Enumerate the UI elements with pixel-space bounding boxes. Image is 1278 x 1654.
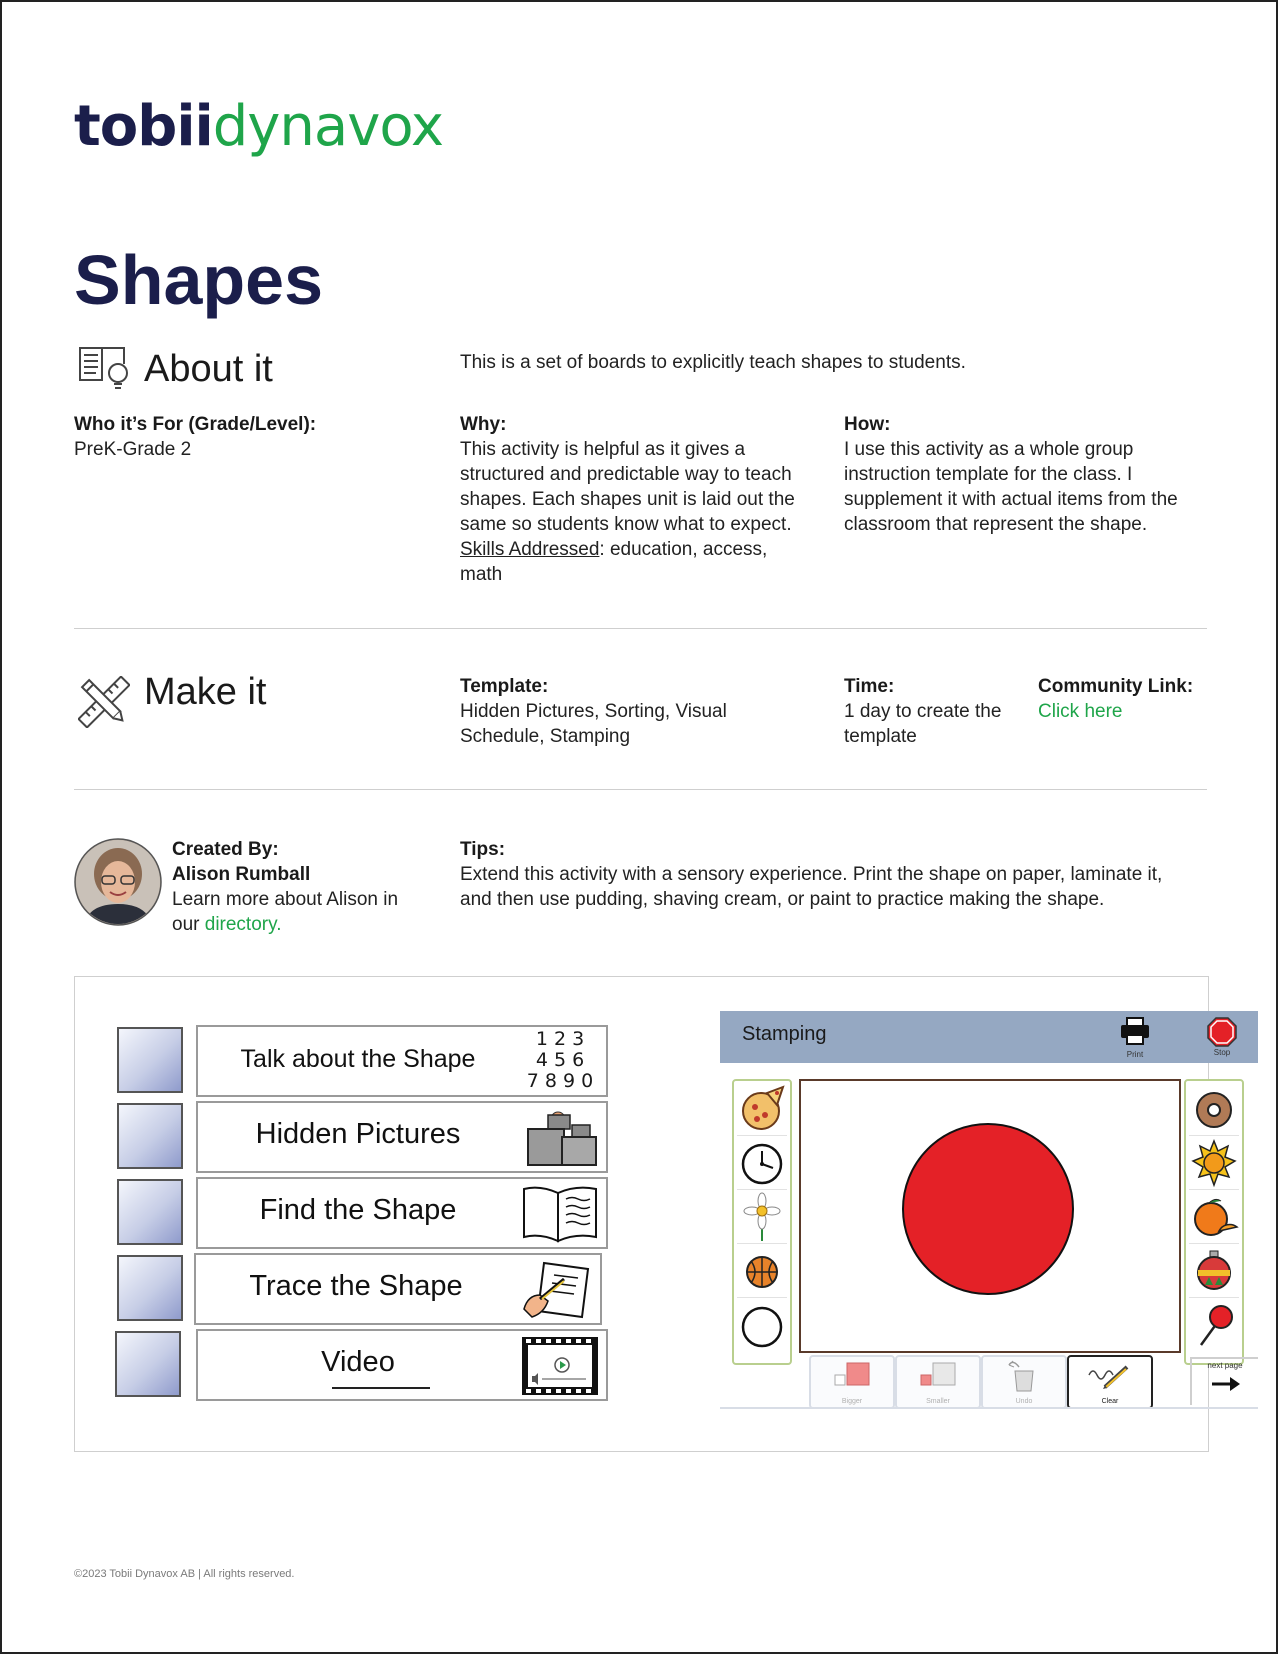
creator-block [172,837,432,937]
trace-the-shape-label: Trace the Shape [249,1270,463,1302]
logo-dynavox: dynavox [212,94,444,159]
why-label: Why: [460,414,507,435]
stamping-board [720,1011,1258,1425]
template-label: Template: [460,676,549,697]
time-line-2: template [844,726,917,747]
clock-icon [737,1137,787,1189]
tobii-dynavox-logo [74,92,443,162]
menu-square-2[interactable] [117,1103,183,1169]
clear-label: Clear [1101,1398,1119,1405]
hand-writing-icon [514,1259,594,1321]
template-line-1: Hidden Pictures, Sorting, Visual [460,701,727,722]
trace-the-shape-button[interactable] [194,1253,602,1325]
smaller-icon [897,1357,979,1397]
stamp-circle[interactable] [737,1299,787,1351]
bigger-label: Bigger [841,1398,863,1405]
next-page-button[interactable] [1190,1357,1258,1405]
numbers-icon [520,1029,600,1091]
find-the-shape-button[interactable] [196,1177,608,1249]
why-line-2: structured and predictable way to teach [460,464,792,485]
hidden-pictures-button[interactable] [196,1101,608,1173]
undo-label: Undo [1015,1398,1033,1405]
ruler-pencil-icon [78,676,130,728]
find-the-shape-label: Find the Shape [259,1194,457,1226]
stamp-sun[interactable] [1189,1137,1239,1190]
arrow-right-icon [1192,1370,1258,1396]
bigger-icon [811,1357,893,1397]
ornament-icon [1189,1245,1239,1297]
stamp-column-left [732,1079,792,1365]
circle-outline-icon [737,1299,787,1351]
stamping-bottom-line [720,1407,1258,1409]
stamp-lollipop[interactable] [1189,1299,1239,1351]
numbers-row-2: 4 5 6 [535,1049,585,1071]
community-block [1038,674,1238,724]
logo-tobii: tobii [74,94,213,159]
basketball-icon [737,1245,787,1297]
community-link[interactable]: Click here [1038,701,1123,722]
why-line-3: shapes. Each shapes unit is laid out the [460,489,795,510]
created-by-label: Created By: [172,839,279,860]
pizza-icon [737,1083,787,1135]
stamped-red-circle [903,1124,1073,1294]
how-label: How: [844,414,891,435]
video-label: Video [321,1346,395,1378]
book-icon [520,1183,600,1245]
skills-line [460,537,830,562]
tips-line-2: and then use pudding, shaving cream, or paint to practice making the shape. [460,889,1105,910]
menu-square-4[interactable] [117,1255,183,1321]
daisy-icon [737,1191,787,1243]
how-line-1: I use this activity as a whole group [844,439,1134,460]
menu-square-5[interactable] [115,1331,181,1397]
our-text: our [172,914,200,935]
how-line-2: instruction template for the class. I [844,464,1133,485]
hidden-pictures-icon [520,1107,600,1169]
stamp-flower[interactable] [737,1191,787,1244]
skills-label: Skills Addressed [460,539,600,560]
page-title: Shapes [74,241,323,319]
smaller-label: Smaller [926,1398,950,1405]
canvas-svg [801,1081,1175,1347]
skills-rest: : education, access, [599,539,768,560]
who-label: Who it’s For (Grade/Level): [74,414,317,435]
who-value: PreK-Grade 2 [74,439,192,460]
book-lightbulb-icon [78,342,132,390]
learn-more-line: Learn more about Alison in [172,889,399,910]
why-line-1: This activity is helpful as it gives a [460,439,746,460]
creator-name: Alison Rumball [172,864,311,885]
stamp-orange[interactable] [1189,1191,1239,1244]
lollipop-icon [1189,1299,1239,1351]
board-screenshots-panel [74,976,1243,1452]
talk-about-shape-button[interactable] [196,1025,608,1097]
drawing-canvas[interactable] [799,1079,1181,1353]
tips-label: Tips: [460,839,506,860]
printer-icon [1119,1017,1151,1045]
stamp-basketball[interactable] [737,1245,787,1298]
tips-line-1: Extend this activity with a sensory experience. Print the shape on paper, laminate it, [460,864,1163,885]
print-label: Print [1126,1050,1144,1059]
sun-icon [1189,1137,1239,1189]
why-block [460,412,830,587]
undo-button[interactable] [981,1355,1067,1409]
directory-line [172,912,432,937]
creator-avatar [74,838,162,926]
about-intro: This is a set of boards to explicitly teach shapes to students. [460,352,966,373]
template-block [460,674,820,749]
how-block [844,412,1214,537]
film-icon [520,1335,600,1397]
stamp-pizza[interactable] [737,1083,787,1136]
stop-label: Stop [1213,1048,1231,1057]
next-page-label: next page [1207,1361,1243,1370]
stamp-column-right [1184,1079,1244,1365]
about-heading: About it [144,348,273,390]
clear-button[interactable] [1067,1355,1153,1409]
community-label: Community Link: [1038,676,1194,697]
stamp-donut[interactable] [1189,1083,1239,1136]
tips-block [460,837,1220,912]
video-button[interactable] [196,1329,608,1401]
stop-sign-icon [1207,1017,1237,1047]
stamping-title: Stamping [742,1023,827,1045]
why-line-4: same so students know what to expect. [460,514,792,535]
numbers-row-3: 7 8 9 0 [526,1070,594,1092]
hidden-pictures-label: Hidden Pictures [255,1118,461,1150]
divider-2 [74,789,1207,790]
stamp-ornament[interactable] [1189,1245,1239,1298]
divider-1 [74,628,1207,629]
template-line-2: Schedule, Stamping [460,726,631,747]
stop-button[interactable] [1202,1017,1242,1057]
orange-icon [1189,1191,1239,1243]
donut-icon [1189,1083,1239,1135]
time-line-1: 1 day to create the [844,701,1002,722]
bigger-button[interactable] [809,1355,895,1409]
underline-bar [332,1387,430,1389]
copyright-footer: ©2023 Tobii Dynavox AB | All rights reserved. [74,1568,295,1580]
time-label: Time: [844,676,895,697]
clear-pencil-icon [1069,1357,1151,1397]
talk-about-shape-label: Talk about the Shape [240,1045,476,1073]
skills-last: math [460,564,503,585]
directory-link[interactable]: directory. [204,914,282,935]
time-block [844,674,1024,749]
menu-square-3[interactable] [117,1179,183,1245]
menu-square-1[interactable] [117,1027,183,1093]
smaller-button[interactable] [895,1355,981,1409]
numbers-row-1: 1 2 3 [535,1028,585,1050]
stamp-clock[interactable] [737,1137,787,1190]
how-line-3: supplement it with actual items from the [844,489,1178,510]
undo-trash-icon [983,1357,1065,1397]
who-block [74,412,414,462]
stamping-title-bar [720,1011,1258,1063]
how-line-4: classroom that represent the shape. [844,514,1148,535]
make-heading: Make it [144,671,267,713]
print-button[interactable] [1115,1017,1155,1059]
